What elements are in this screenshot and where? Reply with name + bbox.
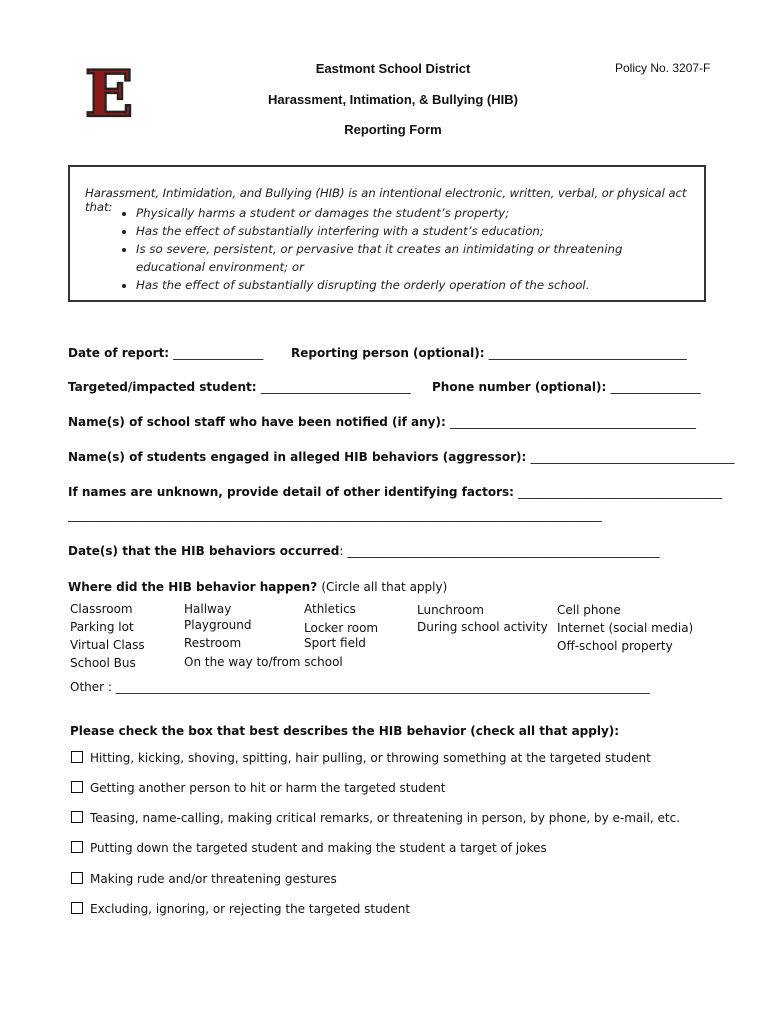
behavior-label: Hitting, kicking, shoving, spitting, hair pulling, or throwing something at the targeted student (90, 751, 651, 765)
dates-occurred-colon: : (339, 544, 344, 558)
location-option[interactable]: Off-school property (557, 639, 673, 653)
location-option[interactable]: Restroom (184, 636, 242, 650)
checkbox[interactable] (71, 751, 83, 763)
definition-list (112, 204, 676, 294)
unknown-names-continuation[interactable] (68, 508, 602, 522)
district-name: Eastmont School District (315, 61, 471, 76)
location-option[interactable]: Virtual Class (70, 638, 145, 652)
definition-bullet: • Has the effect of substantially disrupting the orderly operation of the school. (136, 276, 676, 294)
form-subtitle: Harassment, Intimation, & Bullying (HIB) (268, 92, 518, 107)
location-option[interactable]: Athletics (304, 602, 356, 616)
date-of-report-line[interactable]: _______________ (173, 346, 264, 360)
targeted-student-line[interactable]: _________________________ (260, 380, 411, 394)
reporting-person-line[interactable]: _________________________________ (488, 346, 687, 360)
behavior-label: Teasing, name-calling, making critical remarks, or threatening in person, by phone, by e-mail, etc. (90, 811, 681, 825)
location-option[interactable]: Internet (social media) (557, 621, 694, 635)
staff-notified-field[interactable] (68, 415, 696, 429)
phone-number-line[interactable]: _______________ (610, 380, 701, 394)
location-hint: (Circle all that apply) (321, 580, 448, 594)
policy-number: Policy No. 3207-F (615, 61, 711, 75)
behavior-label: Excluding, ignoring, or rejecting the targeted student (90, 902, 411, 916)
behavior-label: Getting another person to hit or harm the targeted student (90, 781, 446, 795)
date-of-report-label: Date of report: (68, 346, 170, 360)
unknown-names-line[interactable]: __________________________________ (518, 485, 723, 499)
checkbox[interactable] (71, 872, 83, 884)
behavior-question: Please check the box that best describes the HIB behavior (check all that apply): (70, 724, 620, 738)
reporting-person-label: Reporting person (optional): (291, 346, 485, 360)
dates-occurred-field[interactable] (68, 544, 660, 558)
reporting-person-field[interactable] (291, 346, 687, 360)
unknown-names-label: If names are unknown, provide detail of other identifying factors: (68, 485, 514, 499)
location-question-label: Where did the HIB behavior happen? (68, 580, 318, 594)
location-option[interactable]: Lunchroom (417, 603, 484, 617)
checkbox[interactable] (71, 811, 83, 823)
continuation-line[interactable]: _________________________________________________________________________________________ (68, 508, 602, 522)
dates-occurred-line[interactable]: ____________________________________________________ (347, 544, 660, 558)
behavior-option[interactable] (71, 811, 680, 825)
targeted-student-field[interactable] (68, 380, 411, 394)
location-option[interactable]: During school activity (417, 620, 548, 634)
location-option[interactable]: School Bus (70, 656, 136, 670)
dates-occurred-label: Date(s) that the HIB behaviors occurred (68, 544, 340, 558)
location-question (68, 580, 447, 594)
phone-number-field[interactable] (432, 380, 701, 394)
unknown-names-field[interactable] (68, 485, 722, 499)
behavior-option[interactable] (71, 841, 547, 855)
date-of-report-field[interactable] (68, 346, 263, 360)
definition-intro: Harassment, Intimidation, and Bullying (HIB) is an intentional electronic, written, verbal, or physical act that: (85, 186, 687, 214)
svg-text:E: E (84, 61, 134, 121)
checkbox[interactable] (71, 841, 83, 853)
location-other-field[interactable]: Other : _________________________________________________________________________________________ (70, 680, 650, 694)
aggressors-line[interactable]: __________________________________ (530, 450, 735, 464)
checkbox[interactable] (71, 781, 83, 793)
targeted-student-label: Targeted/impacted student: (68, 380, 257, 394)
behavior-label: Putting down the targeted student and making the student a target of jokes (90, 841, 547, 855)
form-title: Reporting Form (344, 122, 442, 137)
location-option[interactable]: Hallway (184, 602, 232, 616)
location-option[interactable]: On the way to/from school (184, 655, 343, 669)
behavior-option[interactable] (71, 872, 337, 886)
behavior-option[interactable] (71, 902, 410, 916)
location-option[interactable]: Parking lot (70, 620, 134, 634)
location-option[interactable]: Locker room (304, 621, 379, 635)
aggressors-label: Name(s) of students engaged in alleged HIB behaviors (aggressor): (68, 450, 527, 464)
aggressors-field[interactable] (68, 450, 734, 464)
behavior-label: Making rude and/or threatening gestures (90, 872, 337, 886)
hib-definition-box (68, 165, 706, 302)
staff-notified-line[interactable]: _________________________________________ (449, 415, 696, 429)
location-option[interactable]: Playground (184, 618, 252, 632)
phone-number-label: Phone number (optional): (432, 380, 607, 394)
definition-bullet: • Has the effect of substantially interfering with a student’s education; (136, 222, 676, 240)
location-option[interactable]: Cell phone (557, 603, 621, 617)
definition-bullet: • Is so severe, persistent, or pervasive that it creates an intimidating or threatening educational environment; or (136, 240, 676, 276)
staff-notified-label: Name(s) of school staff who have been notified (if any): (68, 415, 446, 429)
checkbox[interactable] (71, 902, 83, 914)
behavior-option[interactable] (71, 781, 445, 795)
behavior-option[interactable] (71, 751, 651, 765)
location-option[interactable]: Sport field (304, 636, 366, 650)
definition-bullet: • Physically harms a student or damages the student’s property; (136, 204, 676, 222)
location-option[interactable]: Classroom (70, 602, 133, 616)
